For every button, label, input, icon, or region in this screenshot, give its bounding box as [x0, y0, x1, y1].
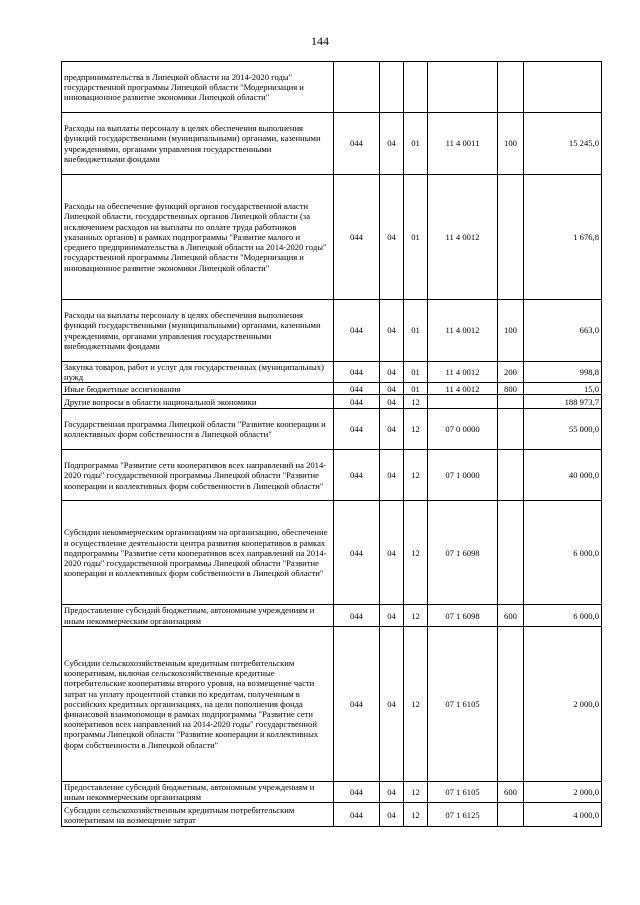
- row-section: 04: [380, 781, 404, 802]
- row-expense-type: 600: [498, 605, 524, 626]
- row-subsection: 12: [404, 626, 428, 781]
- row-code: 044: [334, 383, 380, 395]
- row-section: 04: [380, 409, 404, 450]
- row-name: Государственная программа Липецкой области "Развитие кооперации и коллективных форм собственности в Липецкой области": [62, 409, 334, 450]
- row-section: 04: [380, 175, 404, 300]
- row-code: 044: [334, 450, 380, 501]
- row-expense-type: [498, 450, 524, 501]
- row-target-article: 07 0 0000: [428, 409, 498, 450]
- row-code: 044: [334, 300, 380, 362]
- row-name: Расходы на выплаты персоналу в целях обеспечения выполнения функций государственными (муниципальными) органами, казенными учреждениями, органами управления государственными внебюджетными фондами: [62, 300, 334, 362]
- row-amount: 6 000,0: [524, 605, 602, 626]
- row-expense-type: 800: [498, 383, 524, 395]
- row-amount: 998,8: [524, 362, 602, 383]
- row-section: 04: [380, 383, 404, 395]
- row-amount: [524, 62, 602, 113]
- row-code: 044: [334, 362, 380, 383]
- budget-table: [61, 61, 602, 827]
- table-row: [62, 300, 602, 362]
- row-code: 044: [334, 113, 380, 175]
- table-row: [62, 803, 602, 827]
- row-section: 04: [380, 501, 404, 605]
- row-target-article: 11 4 0011: [428, 113, 498, 175]
- row-subsection: 01: [404, 113, 428, 175]
- row-amount: 15,0: [524, 383, 602, 395]
- row-expense-type: 600: [498, 781, 524, 802]
- row-section: 04: [380, 605, 404, 626]
- row-name: Другие вопросы в области национальной экономики: [62, 395, 334, 409]
- row-subsection: 01: [404, 175, 428, 300]
- row-code: 044: [334, 175, 380, 300]
- row-name: Предоставление субсидий бюджетным, автономным учреждениям и иным некоммерческим организациям: [62, 605, 334, 626]
- row-target-article: [428, 62, 498, 113]
- row-expense-type: 100: [498, 300, 524, 362]
- row-amount: 2 000,0: [524, 626, 602, 781]
- row-section: 04: [380, 803, 404, 827]
- row-amount: 2 000,0: [524, 781, 602, 802]
- row-section: 04: [380, 300, 404, 362]
- row-name: предпринимательства в Липецкой области на 2014-2020 годы" государственной программы Липецкой области "Модернизация и инновационное развитие экономики Липецкой области": [62, 62, 334, 113]
- row-code: 044: [334, 605, 380, 626]
- table-row: [62, 113, 602, 175]
- table-row: [62, 362, 602, 383]
- row-section: 04: [380, 113, 404, 175]
- row-subsection: [404, 62, 428, 113]
- row-subsection: 12: [404, 501, 428, 605]
- row-subsection: 12: [404, 409, 428, 450]
- row-expense-type: [498, 803, 524, 827]
- row-expense-type: [498, 501, 524, 605]
- row-amount: 15 245,0: [524, 113, 602, 175]
- row-target-article: 07 1 6105: [428, 781, 498, 802]
- row-section: 04: [380, 362, 404, 383]
- table-row: [62, 626, 602, 781]
- row-subsection: 01: [404, 300, 428, 362]
- row-target-article: [428, 395, 498, 409]
- row-target-article: 11 4 0012: [428, 175, 498, 300]
- row-expense-type: [498, 175, 524, 300]
- row-section: 04: [380, 395, 404, 409]
- row-section: 04: [380, 626, 404, 781]
- row-expense-type: [498, 626, 524, 781]
- row-name: Субсидии сельскохозяйственным кредитным потребительским кооперативам на возмещение затрат: [62, 803, 334, 827]
- table-row: [62, 62, 602, 113]
- row-section: [380, 62, 404, 113]
- table-row: [62, 175, 602, 300]
- row-name: Предоставление субсидий бюджетным, автономным учреждениям и иным некоммерческим организациям: [62, 781, 334, 802]
- row-target-article: 11 4 0012: [428, 362, 498, 383]
- row-amount: 6 000,0: [524, 501, 602, 605]
- table-row: [62, 501, 602, 605]
- row-amount: 1 676,8: [524, 175, 602, 300]
- row-name: Расходы на выплаты персоналу в целях обеспечения выполнения функций государственными (муниципальными) органами, казенными учреждениями, органами управления государственными внебюджетными фондами: [62, 113, 334, 175]
- row-subsection: 12: [404, 803, 428, 827]
- row-code: [334, 62, 380, 113]
- row-target-article: 11 4 0012: [428, 300, 498, 362]
- row-code: 044: [334, 803, 380, 827]
- row-subsection: 12: [404, 605, 428, 626]
- row-name: Закупка товаров, работ и услуг для государственных (муниципальных) нужд: [62, 362, 334, 383]
- row-code: 044: [334, 501, 380, 605]
- row-code: 044: [334, 395, 380, 409]
- row-target-article: 07 1 6098: [428, 605, 498, 626]
- row-name: Иные бюджетные ассигнования: [62, 383, 334, 395]
- row-expense-type: [498, 62, 524, 113]
- page-number: 144: [311, 34, 329, 48]
- row-target-article: 07 1 6125: [428, 803, 498, 827]
- row-subsection: 12: [404, 395, 428, 409]
- row-subsection: 12: [404, 781, 428, 802]
- table-row: [62, 383, 602, 395]
- row-subsection: 01: [404, 362, 428, 383]
- row-amount: 55 000,0: [524, 409, 602, 450]
- table-row: [62, 450, 602, 501]
- row-expense-type: 200: [498, 362, 524, 383]
- table-row: [62, 781, 602, 802]
- row-target-article: 07 1 6098: [428, 501, 498, 605]
- row-target-article: 11 4 0012: [428, 383, 498, 395]
- row-name: Расходы на обеспечение функций органов государственной власти Липецкой области, государственных органов Липецкой области (за исключением расходов на выплаты по оплате труда работников указанных органов) в рамках подпрограммы "Развитие малого и среднего предпринимательства в Липецкой области на 2014-2020 годы" государственной программы Липецкой области "Модернизация и инновационное развитие экономики Липецкой области": [62, 175, 334, 300]
- row-code: 044: [334, 409, 380, 450]
- row-name: Субсидии некоммерческим организациям на организацию, обеспечение и осуществление деятельности центра развития кооперативов в рамках подпрограммы "Развитие сети кооперативов всех направлений на 2014-2020 годы" государственной программы Липецкой области "Развитие кооперации и коллективных форм собственности в Липецкой области": [62, 501, 334, 605]
- row-amount: 663,0: [524, 300, 602, 362]
- row-subsection: 12: [404, 450, 428, 501]
- row-code: 044: [334, 626, 380, 781]
- row-expense-type: [498, 395, 524, 409]
- row-target-article: 07 1 0000: [428, 450, 498, 501]
- row-subsection: 01: [404, 383, 428, 395]
- row-expense-type: [498, 409, 524, 450]
- table-row: [62, 395, 602, 409]
- table-row: [62, 605, 602, 626]
- row-name: Субсидии сельскохозяйственным кредитным потребительским кооперативам, включая сельскохозяйственные кредитные потребительские кооперативы второго уровня, на возмещение части затрат на уплату процентной ставки по кредитам, полученным в российских кредитных организациях, на цели пополнения фонда финансовой взаимопомощи в рамках подпрограммы "Развитие сети кооперативов всех направлений на 2014-2020 годы" государственной программы Липецкой области "Развитие кооперации и коллективных форм собственности в Липецкой области": [62, 626, 334, 781]
- row-section: 04: [380, 450, 404, 501]
- row-name: Подпрограмма "Развитие сети кооперативов всех направлений на 2014-2020 годы" государственной программы Липецкой области "Развитие кооперации и коллективных форм собственности в Липецкой области": [62, 450, 334, 501]
- row-code: 044: [334, 781, 380, 802]
- row-amount: 4 000,0: [524, 803, 602, 827]
- row-amount: 40 000,0: [524, 450, 602, 501]
- table-row: [62, 409, 602, 450]
- row-amount: 188 973,7: [524, 395, 602, 409]
- row-target-article: 07 1 6105: [428, 626, 498, 781]
- row-expense-type: 100: [498, 113, 524, 175]
